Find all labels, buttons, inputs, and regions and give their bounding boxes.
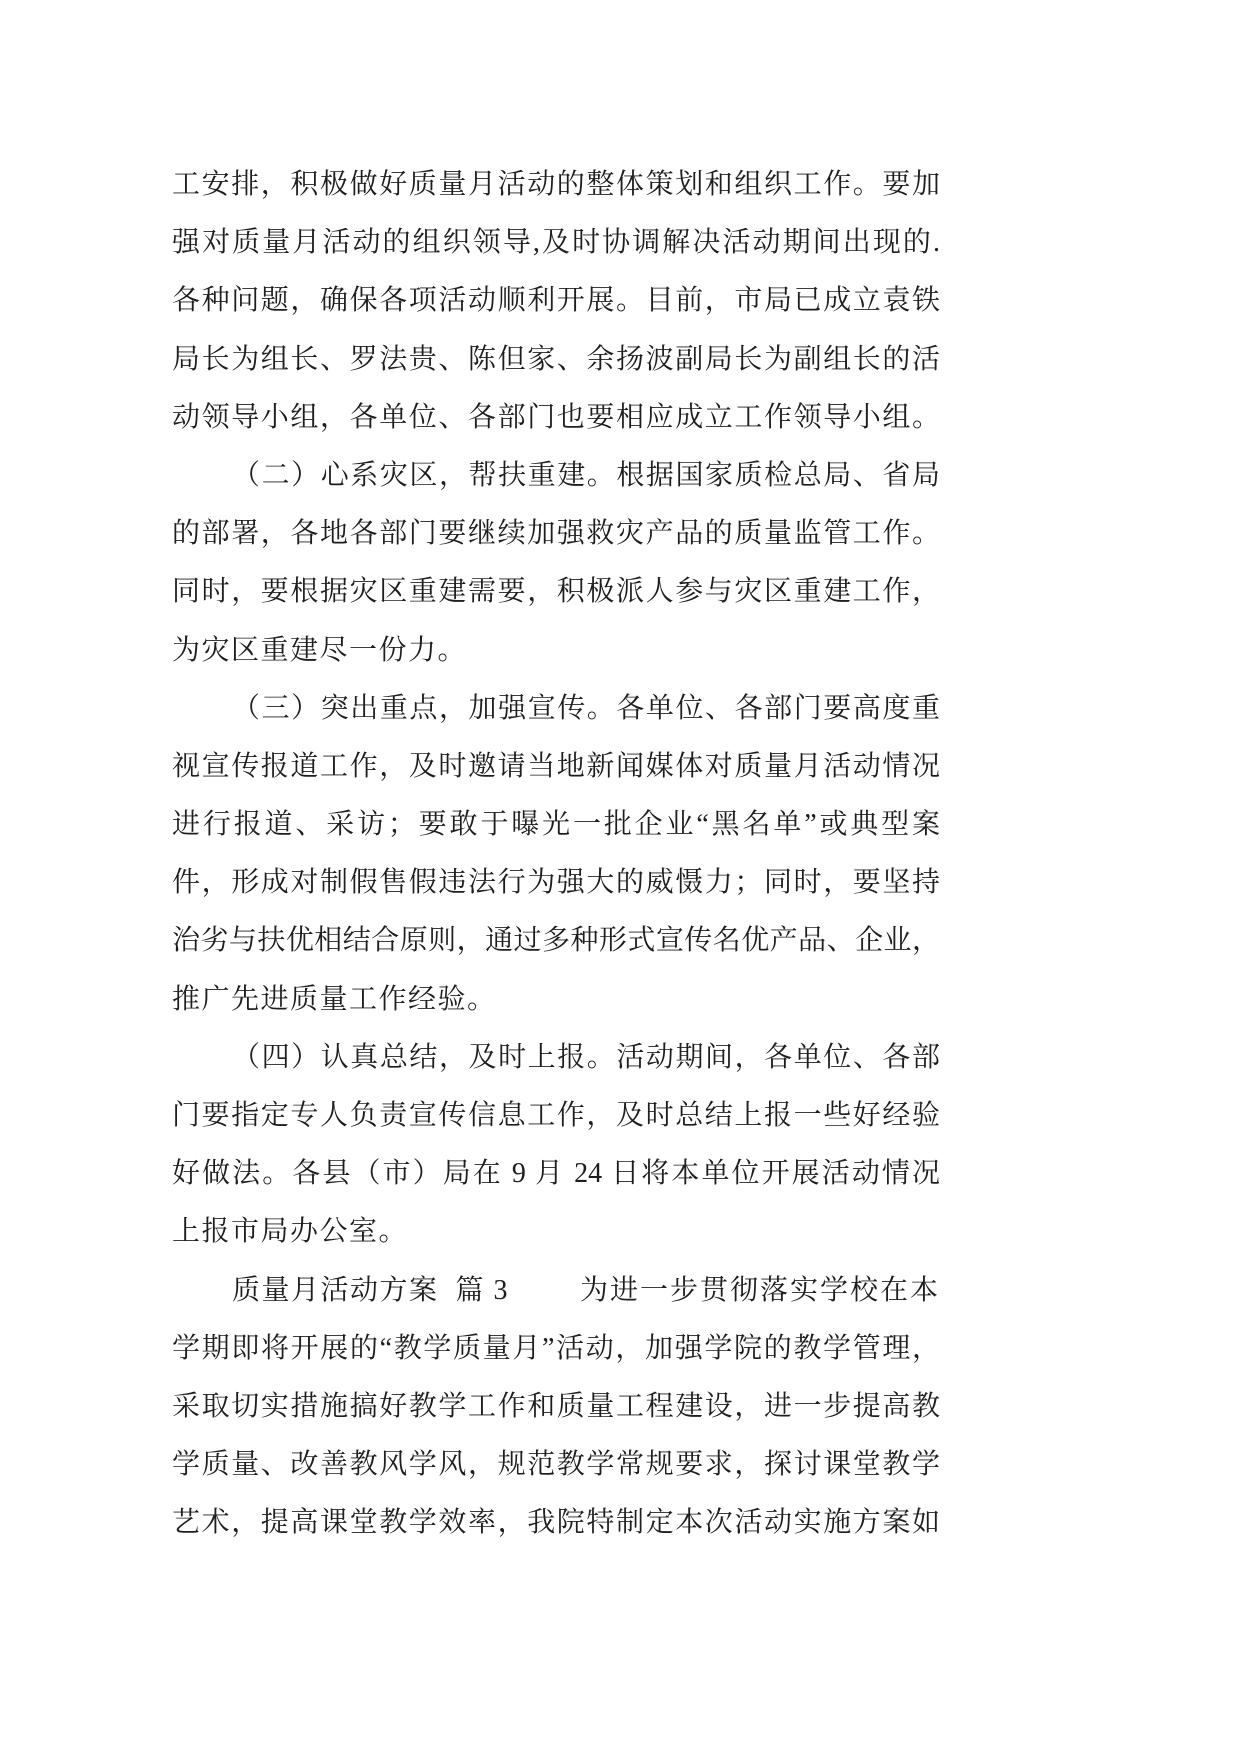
paragraph-section-2 [172,447,940,680]
document-body [172,156,940,1553]
text-line: 为灾区重建尽一份力。 [172,634,468,666]
text-line: 学质量、改善教风学风，规范教学常规要求，探讨课堂教学 [172,1449,940,1481]
section-heading: 质量月活动方案 篇 3 [232,1274,510,1306]
text-line: 的部署，各地各部门要继续加强救灾产品的质量监管工作。 [172,518,940,550]
text-line: 各种问题，确保各项活动顺利开展。目前，市局已成立袁铁 [172,285,940,317]
text-line: 动领导小组，各单位、各部门也要相应成立工作领导小组。 [172,401,940,433]
text-line: 局长为组长、罗法贵、陈但家、余扬波副局长为副组长的活 [172,343,940,375]
text-line: 强对质量月活动的组织领导,及时协调解决活动期间出现的. [172,227,940,259]
text-line-start: 为进一步贯彻落实学校在本 [579,1274,940,1306]
text-line: 件，形成对制假售假违法行为强大的威慑力；同时，要坚持 [172,867,940,899]
text-line: 上报市局办公室。 [172,1216,409,1248]
text-line: 门要指定专人负责宣传信息工作，及时总结上报一些好经验 [172,1100,940,1131]
paragraph-section-3 [172,680,940,1029]
text-line: 工安排，积极做好质量月活动的整体策划和组织工作。要加 [172,169,940,200]
text-line: 推广先进质量工作经验。 [172,983,497,1015]
text-line: （二）心系灾区，帮扶重建。根据国家质检总局、省局 [232,459,940,491]
text-line: 学期即将开展的“教学质量月”活动，加强学院的教学管理， [172,1332,940,1364]
heading-line [172,1262,940,1320]
text-line: 好做法。各县（市）局在 9 月 24 日将本单位开展活动情况 [172,1158,940,1190]
text-line: 视宣传报道工作，及时邀请当地新闻媒体对质量月活动情况 [172,750,940,782]
paragraph-plan-3 [172,1262,940,1553]
paragraph-continued [172,156,940,447]
paragraph-section-4 [172,1029,940,1262]
text-line: 治劣与扶优相结合原则，通过多种形式宣传名优产品、企业， [172,925,940,957]
text-line: 艺术，提高课堂教学效率，我院特制定本次活动实施方案如 [172,1507,940,1539]
text-line: 进行报道、采访；要敢于曝光一批企业“黑名单”或典型案 [172,809,940,841]
text-line: （四）认真总结，及时上报。活动期间，各单位、各部 [232,1041,940,1073]
text-line: 采取切实措施搞好教学工作和质量工程建设，进一步提高教 [172,1390,940,1422]
text-line: 同时，要根据灾区重建需要，积极派人参与灾区重建工作， [172,576,940,608]
text-line: （三）突出重点，加强宣传。各单位、各部门要高度重 [232,692,940,724]
